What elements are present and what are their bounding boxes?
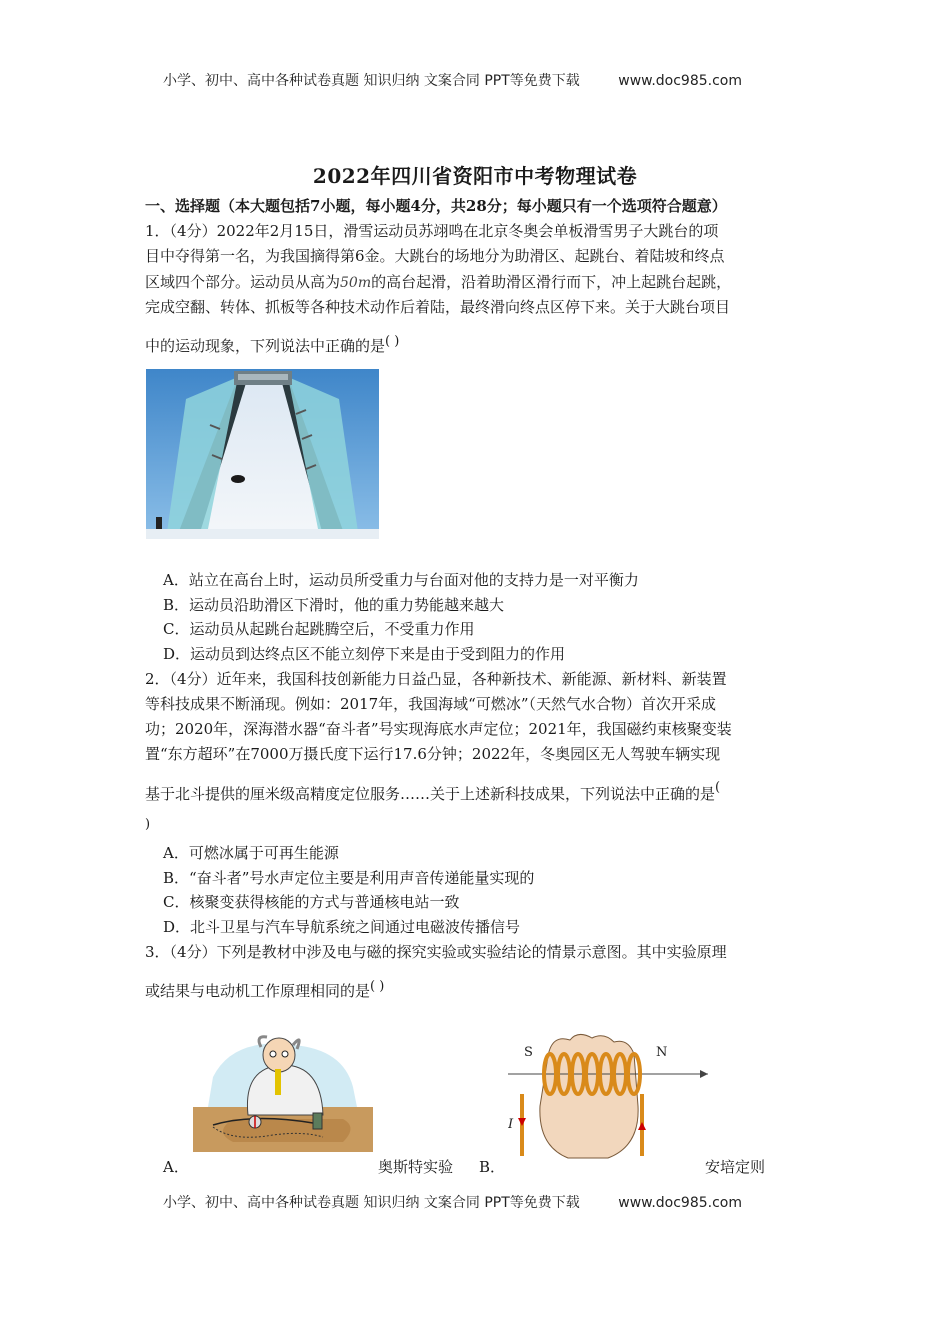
q1-answer-paren: ( ) [385, 334, 400, 349]
header-site[interactable]: www.doc985.com [618, 73, 742, 89]
q2-line-2: 等科技成果不断涌现。例如：2017年，我国海域“可燃冰”（天然气水合物）首次开采成 [145, 695, 717, 713]
footer-site[interactable]: www.doc985.com [618, 1195, 742, 1211]
footer-text: 小学、初中、高中各种试卷真题 知识归纳 文案合同 PPT等免费下载 [163, 1195, 580, 1211]
coil-label-n: N [656, 1045, 668, 1060]
q2-line-5: 基于北斗提供的厘米级高精度定位服务……关于上述新科技成果，下列说法中正确的是( [145, 780, 721, 803]
q1-line-3: 区域四个部分。运动员从高为50m的高台起滑，沿着助滑区滑行而下，冲上起跳台起跳， [145, 273, 732, 291]
oersted-experiment-figure [193, 1027, 373, 1152]
page-header [163, 70, 742, 90]
ski-jump-photo [146, 369, 379, 539]
q1-math-height: 50m [340, 275, 372, 291]
coil-label-current: I [508, 1117, 514, 1132]
q2-paren-close: ) [145, 817, 151, 832]
q3-answer-paren: ( ) [370, 979, 385, 994]
q3-option-a-label[interactable]: A． [163, 1158, 189, 1176]
q2-option-b[interactable]: B．“奋斗者”号水声定位主要是利用声音传递能量实现的 [163, 869, 535, 887]
ampere-rule-figure [508, 1026, 716, 1161]
q2-line-3: 功；2020年，深海潜水器“奋斗者”号实现海底水声定位；2021年，我国磁约束核聚变装 [145, 720, 732, 738]
q3-line-2: 或结果与电动机工作原理相同的是( ) [145, 979, 385, 1000]
q2-option-d[interactable]: D．北斗卫星与汽车导航系统之间通过电磁波传播信号 [163, 918, 521, 936]
page-footer [163, 1192, 742, 1212]
q2-option-a[interactable]: A．可燃冰属于可再生能源 [163, 844, 339, 862]
q1-option-d[interactable]: D．运动员到达终点区不能立刻停下来是由于受到阻力的作用 [163, 645, 566, 663]
q2-option-c[interactable]: C．核聚变获得核能的方式与普通核电站一致 [163, 893, 460, 911]
q3-option-a-caption: 奥斯特实验 [378, 1158, 454, 1176]
header-text: 小学、初中、高中各种试卷真题 知识归纳 文案合同 PPT等免费下载 [163, 73, 580, 89]
exam-title: 2022年四川省资阳市中考物理试卷 [312, 164, 638, 188]
q1-option-b[interactable]: B．运动员沿助滑区下滑时，他的重力势能越来越大 [163, 596, 505, 614]
q1-line-1: 1．（4分）2022年2月15日，滑雪运动员苏翊鸣在北京冬奥会单板滑雪男子大跳台的项 [145, 222, 719, 240]
q1-line-2: 目中夺得第一名，为我国摘得第6金。大跳台的场地分为助滑区、起跳台、着陆坡和终点 [145, 247, 725, 265]
q1-option-c[interactable]: C．运动员从起跳台起跳腾空后，不受重力作用 [163, 620, 475, 638]
q2-line-1: 2．（4分）近年来，我国科技创新能力日益凸显，各种新技术、新能源、新材料、新装置 [145, 670, 727, 688]
coil-label-s: S [524, 1045, 533, 1060]
q1-line-4: 完成空翻、转体、抓板等各种技术动作后着陆，最终滑向终点区停下来。关于大跳台项目 [145, 298, 731, 316]
q3-line-1: 3．（4分）下列是教材中涉及电与磁的探究实验或实验结论的情景示意图。其中实验原理 [145, 943, 727, 961]
q2-paren-open: ( [715, 780, 721, 795]
q3-option-b-caption: 安培定则 [705, 1158, 766, 1176]
q1-option-a[interactable]: A．站立在高台上时，运动员所受重力与台面对他的支持力是一对平衡力 [163, 571, 639, 589]
q3-option-b-label[interactable]: B． [479, 1158, 506, 1176]
q1-line-5: 中的运动现象，下列说法中正确的是( ) [145, 334, 400, 355]
section-heading: 一、选择题（本大题包括7小题，每小题4分，共28分；每小题只有一个选项符合题意） [145, 197, 727, 215]
q2-line-4: 置“东方超环”在7000万摄氏度下运行17.6分钟；2022年，冬奥园区无人驾驶车辆实现 [145, 745, 721, 763]
